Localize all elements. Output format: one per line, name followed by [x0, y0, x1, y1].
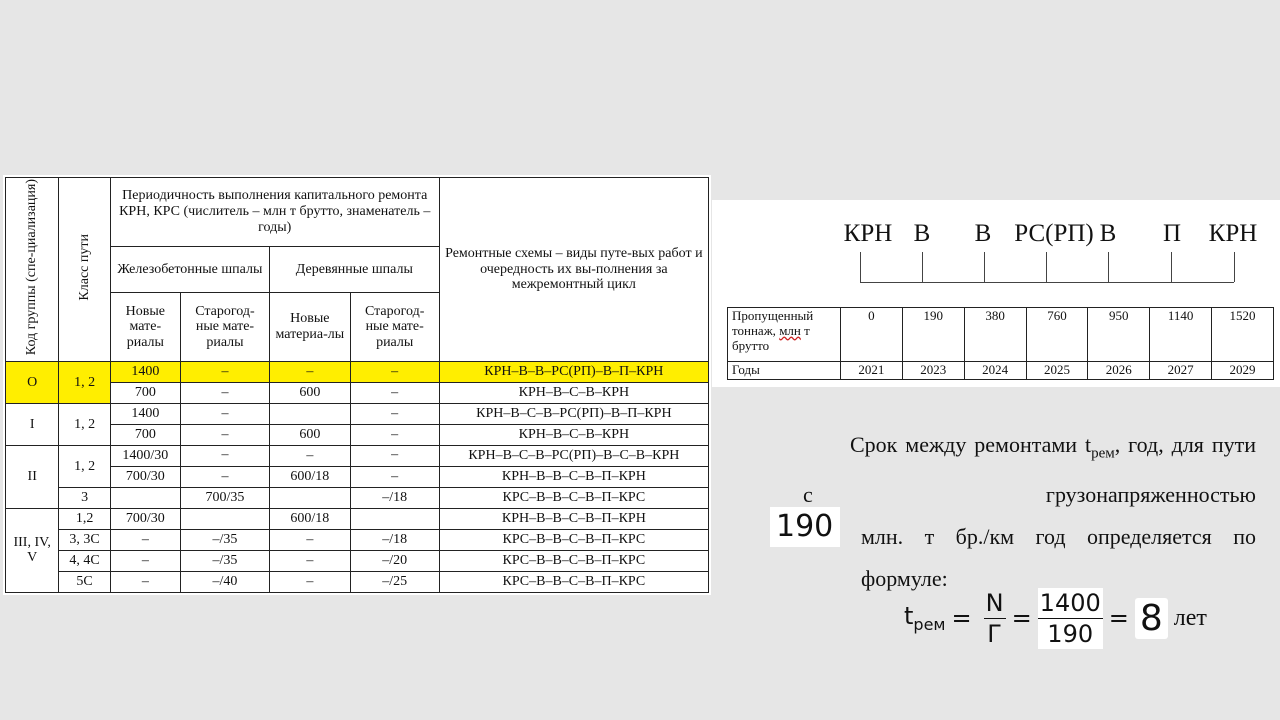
header-periodicity: Периодичность выполнения капитального ремонта КРН, КРС (числитель – млн т брутто, знаменатель – годы) — [110, 178, 439, 247]
paragraph-line: Срок между ремонтами $t_{рем}$, год, для пути с грузонапряженностью — [803, 432, 1256, 508]
table-row — [6, 487, 709, 508]
tonnage-table — [727, 307, 1274, 380]
diagram-tick — [922, 252, 923, 282]
diagram-tick — [1108, 252, 1109, 282]
diagram-label: П — [1162, 220, 1182, 247]
cell — [269, 403, 350, 424]
year-cell: 2023 — [902, 362, 964, 380]
scheme-cell: КРН–В–В–РС(РП)–В–П–КРН — [439, 361, 708, 382]
formula-t: $t_{рем}$ — [904, 602, 946, 634]
scheme-cell: КРС–В–В–С–В–П–КРС — [439, 487, 708, 508]
scheme-cell: КРС–В–В–С–В–П–КРС — [439, 550, 708, 571]
years-row — [728, 362, 1274, 380]
table-row — [6, 550, 709, 571]
scheme-cell: КРН–В–В–С–В–П–КРН — [439, 508, 708, 529]
header-track-class: Класс пути — [59, 178, 110, 362]
diagram-label: В — [1099, 220, 1117, 247]
tonnage-cell: 190 — [902, 308, 964, 362]
diagram-tick — [1171, 252, 1172, 282]
year-cell: 2027 — [1150, 362, 1212, 380]
table-row — [6, 466, 709, 487]
group-cell: III, IV, V — [6, 508, 59, 592]
class-cell: 4, 4С — [59, 550, 110, 571]
cell — [350, 508, 439, 529]
formula-eq: = — [951, 604, 972, 632]
table-row — [6, 445, 709, 466]
formula-eq: = — [1011, 604, 1032, 632]
diagram-axis — [860, 282, 1234, 283]
table-row — [6, 403, 709, 424]
diagram-tick — [984, 252, 985, 282]
cell: –/35 — [180, 529, 269, 550]
cell: – — [180, 361, 269, 382]
tonnage-cell: 1520 — [1212, 308, 1274, 362]
cell: 600 — [269, 382, 350, 403]
class-cell: 3, 3С — [59, 529, 110, 550]
scheme-cell: КРН–В–С–В–КРН — [439, 424, 708, 445]
class-cell: 3 — [59, 487, 110, 508]
cell: – — [269, 361, 350, 382]
norms-table — [5, 177, 709, 593]
cell: 700 — [110, 424, 180, 445]
table-row — [6, 571, 709, 592]
diagram-tick — [860, 252, 861, 282]
year-cell: 2021 — [841, 362, 903, 380]
cell: – — [269, 550, 350, 571]
scheme-cell: КРС–В–В–С–В–П–КРС — [439, 571, 708, 592]
cell: –/25 — [350, 571, 439, 592]
cell: – — [110, 529, 180, 550]
table-row — [6, 508, 709, 529]
years-label: Годы — [728, 362, 841, 380]
header-old-materials-concrete: Старогод-ные мате-риалы — [180, 293, 269, 362]
cell: – — [110, 571, 180, 592]
cell: – — [180, 382, 269, 403]
norms-table-container — [3, 175, 711, 595]
cell: 600 — [269, 424, 350, 445]
cell: – — [269, 571, 350, 592]
cell: – — [350, 403, 439, 424]
group-cell: О — [6, 361, 59, 403]
cell: 1400 — [110, 361, 180, 382]
class-cell: 1, 2 — [59, 403, 110, 445]
year-cell: 2024 — [964, 362, 1026, 380]
class-cell: 5С — [59, 571, 110, 592]
tonnage-cell: 950 — [1088, 308, 1150, 362]
cell — [269, 487, 350, 508]
scheme-cell: КРН–В–С–В–РС(РП)–В–С–В–КРН — [439, 445, 708, 466]
formula-unit: лет — [1173, 604, 1207, 631]
cell: – — [269, 529, 350, 550]
group-cell: II — [6, 445, 59, 508]
class-cell: 1, 2 — [59, 445, 110, 487]
explanation-paragraph — [803, 424, 1256, 600]
cell: –/18 — [350, 529, 439, 550]
header-new-materials-concrete: Новые мате-риалы — [110, 293, 180, 362]
cell: –/18 — [350, 487, 439, 508]
cell: 700/30 — [110, 508, 180, 529]
cell: 600/18 — [269, 466, 350, 487]
cell: 1400 — [110, 403, 180, 424]
cell: –/20 — [350, 550, 439, 571]
cell: – — [350, 382, 439, 403]
tonnage-cell: 0 — [841, 308, 903, 362]
tonnage-row — [728, 308, 1274, 362]
cell — [110, 487, 180, 508]
cell: – — [180, 403, 269, 424]
formula-symbolic-fraction: $\frac{N}{Г}$ — [985, 588, 1004, 648]
cell: 700/35 — [180, 487, 269, 508]
cell: – — [350, 424, 439, 445]
cell: – — [180, 445, 269, 466]
year-cell: 2026 — [1088, 362, 1150, 380]
cell: 600/18 — [269, 508, 350, 529]
header-repair-schemes: Ремонтные схемы – виды путе-вых работ и очередность их вы-полнения за межремонтный цикл — [439, 178, 708, 362]
diagram-label: В — [974, 220, 992, 247]
table-row — [6, 529, 709, 550]
header-new-materials-wood: Новые материа-лы — [269, 293, 350, 362]
cell: –/40 — [180, 571, 269, 592]
group-cell: I — [6, 403, 59, 445]
diagram-label: В — [913, 220, 931, 247]
class-cell: 1, 2 — [59, 361, 110, 403]
scheme-cell: КРН–В–С–В–РС(РП)–В–П–КРН — [439, 403, 708, 424]
year-cell: 2029 — [1212, 362, 1274, 380]
cell: –/35 — [180, 550, 269, 571]
tonnage-cell: 1140 — [1150, 308, 1212, 362]
cell: – — [350, 445, 439, 466]
cell — [180, 508, 269, 529]
scheme-cell: КРС–В–В–С–В–П–КРС — [439, 529, 708, 550]
tonnage-cell: 380 — [964, 308, 1026, 362]
scheme-cell: КРН–В–С–В–КРН — [439, 382, 708, 403]
cell: – — [269, 445, 350, 466]
table-row — [6, 361, 709, 382]
repair-cycle-diagram — [712, 200, 1280, 387]
cell: 700 — [110, 382, 180, 403]
formula-result: 8 — [1135, 598, 1168, 639]
diagram-label: КРН — [843, 220, 893, 247]
cell: 1400/30 — [110, 445, 180, 466]
cell: – — [180, 466, 269, 487]
paragraph-line-2: млн. т бр./км год определяется по формуле: — [861, 524, 1256, 592]
cell: 700/30 — [110, 466, 180, 487]
diagram-tick — [1046, 252, 1047, 282]
cell: – — [110, 550, 180, 571]
header-concrete-sleepers: Железобетонные шпалы — [110, 246, 269, 293]
cell: – — [180, 424, 269, 445]
cell: – — [350, 466, 439, 487]
cell: – — [350, 361, 439, 382]
tonnage-label: Пропущенный тоннаж, млн т брутто — [728, 308, 841, 362]
diagram-tick — [1234, 252, 1235, 282]
header-group-code: Код группы (спе-циализация) — [6, 178, 59, 362]
table-row — [6, 424, 709, 445]
year-cell: 2025 — [1026, 362, 1088, 380]
diagram-label: КРН — [1208, 220, 1258, 247]
tonnage-value-box: 190 — [770, 507, 840, 547]
tonnage-cell: 760 — [1026, 308, 1088, 362]
diagram-label: РС(РП) — [1014, 220, 1094, 247]
header-old-materials-wood: Старогод-ные мате-риалы — [350, 293, 439, 362]
formula — [904, 583, 1207, 653]
class-cell: 1,2 — [59, 508, 110, 529]
formula-eq: = — [1108, 604, 1129, 632]
table-row — [6, 382, 709, 403]
scheme-cell: КРН–В–В–С–В–П–КРН — [439, 466, 708, 487]
header-wood-sleepers: Деревянные шпалы — [269, 246, 439, 293]
formula-numeric-fraction: $\frac{1400}{190}$ — [1039, 588, 1101, 648]
